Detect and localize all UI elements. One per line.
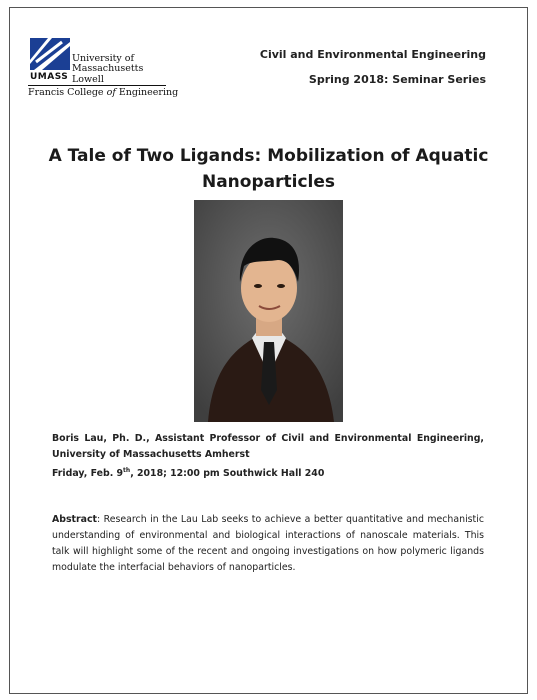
college-of: of <box>106 87 116 98</box>
abstract-text: : Research in the Lau Lab seeks to achieve a better quantitative and mechanistic understanding of environmental and biological interactions of nanoscale materials. This talk will highlight some of the recent and ongoing investigations on how polymeric ligands modulate the interfacial behaviors of nanoparticles. <box>52 514 484 573</box>
college-suffix: Engineering <box>115 87 179 98</box>
abstract <box>52 512 484 576</box>
event-day: Friday, Feb. 9 <box>52 468 124 480</box>
logo-college-name <box>28 87 178 98</box>
logo-line-massachusetts: Massachusetts <box>72 63 144 74</box>
seminar-series: Spring 2018: Seminar Series <box>308 73 486 86</box>
department-name: Civil and Environmental Engineering <box>259 48 486 61</box>
header-info <box>260 48 486 86</box>
abstract-label: Abstract <box>52 514 98 525</box>
logo-university-name <box>72 54 143 74</box>
umass-lowell-logo <box>28 36 179 98</box>
page-title: A Tale of Two Ligands: Mobilization of Aquatic Nanoparticles <box>48 146 489 192</box>
event-time-location: , 2018; 12:00 pm Southwick Hall 240 <box>130 468 325 480</box>
event-day-suffix: th <box>123 467 131 474</box>
logo-lowell: Lowell <box>72 74 104 85</box>
umass-logo-mark-icon <box>28 36 72 76</box>
logo-umass: UMASS <box>30 72 69 82</box>
college-prefix: Francis College <box>28 87 107 98</box>
event-date-location <box>52 467 324 479</box>
speaker-photo <box>194 200 343 422</box>
logo-divider <box>28 85 166 86</box>
logo-line-university: University of <box>72 53 135 64</box>
speaker-info: Boris Lau, Ph. D., Assistant Professor of Civil and Environmental Engineering, University of Massachusetts Amherst <box>52 433 484 460</box>
